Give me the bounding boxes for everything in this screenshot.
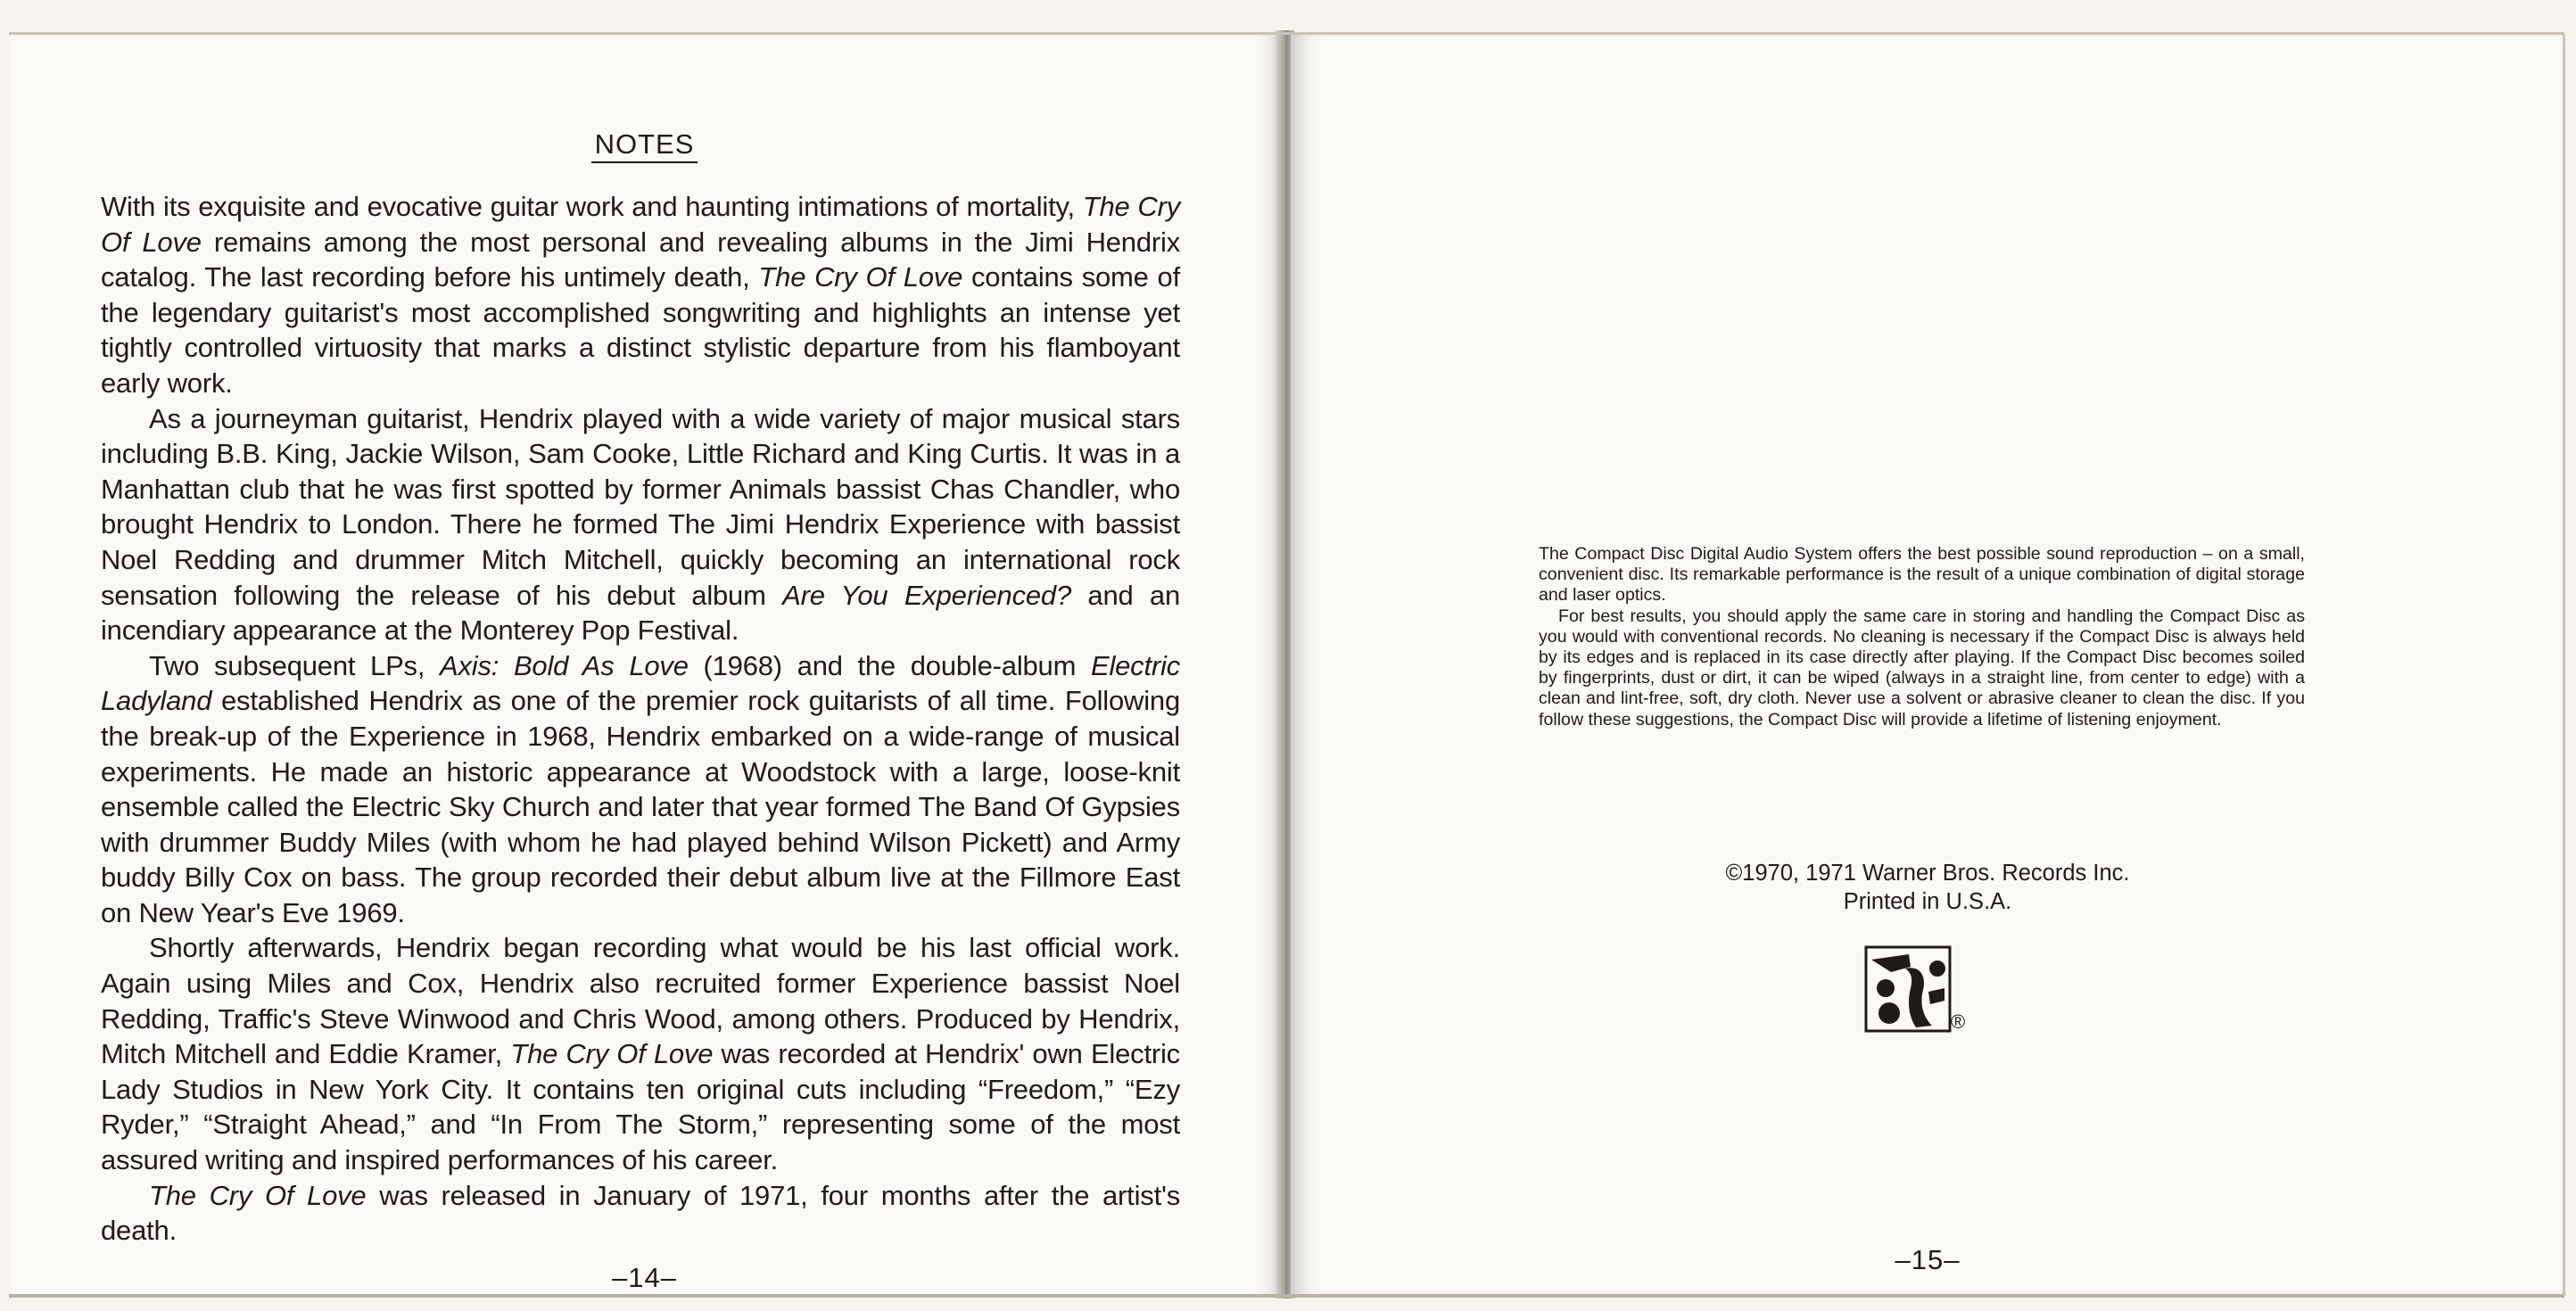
notes-text-run: remains among the most personal and revealing albums in the Jimi Hendrix catalog. The last recording before his untimely death,	[101, 226, 1180, 293]
cd-care-paragraph: The Compact Disc Digital Audio System offers the best possible sound reproduction – on a small, convenient disc. Its remarkable performance is the result of a unique combination of digital storage and laser optics.	[1539, 544, 2305, 606]
album-title-italic: Electric Ladyland	[101, 649, 1180, 717]
page-bottom-edge	[9, 1294, 2564, 1298]
cd-care-paragraph: For best results, you should apply the same care in storing and handling the Compact Disc as you would with conventional records. No cleaning is necessary if the Compact Disc is always held by its edges and is replaced in its case directly after playing. If the Compact Disc becomes soiled by fingerprints, dust or dirt, it can be wiped (always in a straight line, from center to edge) with a clean and lint-free, soft, dry cloth. Never use a solvent or abrasive cleaner to clean the disc. If you follow these suggestions, the Compact Disc will provide a lifetime of listening enjoyment.	[1539, 606, 2305, 730]
album-title-italic: The Cry Of Love	[510, 1038, 714, 1070]
album-title-italic: Are You Experienced?	[782, 579, 1072, 611]
compact-disc-care-text	[1539, 544, 2305, 730]
album-title-italic: The Cry Of Love	[758, 261, 963, 293]
album-title-italic: The Cry Of Love	[149, 1179, 367, 1211]
notes-text-run: was recorded at Hendrix' own Electric Lady Studios in New York City. It contains ten original cuts including “Freedom,” “Ezy Ryder,” “Straight Ahead,” and “In From The Storm,” representing some of the most assured writing and inspired performances of his career.	[101, 1038, 1180, 1176]
copyright-block	[1291, 859, 2564, 916]
left-page	[9, 34, 1280, 1296]
notes-text-run: contains some of the legendary guitarist's most accomplished songwriting and highlights an intense yet tightly controlled virtuosity that marks a distinct stylistic departure from his flamboyant early work.	[101, 261, 1180, 399]
reprise-records-logo-icon	[1864, 945, 1952, 1033]
notes-paragraph	[101, 930, 1180, 1177]
notes-paragraph	[101, 648, 1180, 931]
notes-text-run: was released in January of 1971, four months after the artist's death.	[101, 1179, 1180, 1247]
notes-text-run: As a journeyman guitarist, Hendrix played with a wide variety of major musical stars including B.B. King, Jackie Wilson, Sam Cooke, Little Richard and King Curtis. It was in a Manhattan club that he was first spotted by former Animals bassist Chas Chandler, who brought Hendrix to London. There he formed The Jimi Hendrix Experience with bassist Noel Redding and drummer Mitch Mitchell, quickly becoming an international rock sensation following the release of his debut album	[101, 402, 1180, 611]
notes-paragraph	[101, 1178, 1180, 1249]
notes-paragraph	[101, 401, 1180, 648]
notes-text-run: With its exquisite and evocative guitar work and haunting intimations of mortality,	[101, 191, 1083, 222]
registered-mark: ®	[1951, 1010, 1966, 1033]
album-title-italic: Axis: Bold As Love	[440, 649, 689, 681]
right-page	[1291, 34, 2564, 1296]
notes-paragraph	[101, 189, 1180, 401]
album-title-italic: The Cry Of Love	[101, 191, 1181, 258]
page-top-edge	[9, 32, 2564, 35]
liner-notes-text	[101, 189, 1180, 1249]
page-right-edge	[2563, 34, 2565, 1296]
page-number-14: –14–	[612, 1262, 677, 1293]
notes-text-run: (1968) and the double-album	[688, 649, 1091, 681]
notes-text-run: established Hendrix as one of the premier rock guitarists of all time. Following the break-up of the Experience in 1968, Hendrix embarked on a wide-range of musical experiments. He made an historic appearance at Woodstock with a large, loose-knit ensemble called the Electric Sky Church and later that year formed The Band Of Gypsies with drummer Buddy Miles (with whom he had played behind Wilson Pickett) and Army buddy Billy Cox on bass. The group recorded their debut album live at the Fillmore East on New Year's Eve 1969.	[101, 685, 1180, 928]
printed-in-line: Printed in U.S.A.	[1843, 889, 2012, 914]
copyright-line: ©1970, 1971 Warner Bros. Records Inc.	[1725, 861, 2130, 886]
notes-text-run: and an incendiary appearance at the Monterey Pop Festival.	[101, 579, 1181, 647]
notes-text-run: Two subsequent LPs,	[149, 649, 441, 681]
notes-text-run: Shortly afterwards, Hendrix began recording what would be his last official work. Again using Miles and Cox, Hendrix also recruited former Experience bassist Noel Redding, Traffic's Steve Winwood and Chris Wood, among others. Produced by Hendrix, Mitch Mitchell and Eddie Kramer,	[101, 932, 1180, 1070]
page-number-15: –15–	[1895, 1244, 1961, 1275]
notes-heading: NOTES	[9, 128, 1280, 163]
